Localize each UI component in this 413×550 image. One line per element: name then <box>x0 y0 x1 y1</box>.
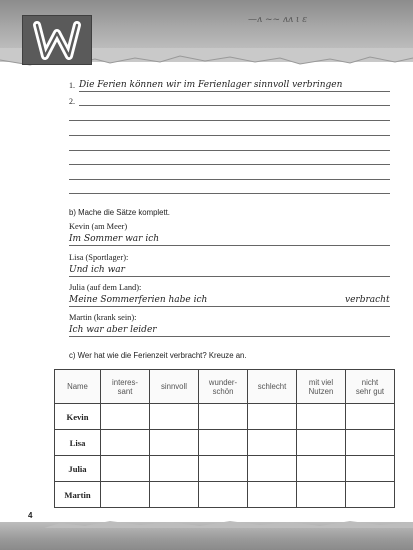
checkbox-cell[interactable] <box>199 404 248 430</box>
lisa-label: Lisa (Sportlager): <box>69 253 129 262</box>
checkbox-cell[interactable] <box>101 456 150 482</box>
julia-sentence-start: Meine Sommerferien habe ich <box>69 295 208 305</box>
kevin-writing-line[interactable] <box>69 245 390 246</box>
checkbox-cell[interactable] <box>297 430 346 456</box>
column-header-wunderschoen: wunder- schön <box>199 370 248 404</box>
table-row <box>55 430 395 456</box>
julia-writing-line[interactable] <box>69 306 390 307</box>
section-c-instruction: c) Wer hat wie die Ferienzeit verbracht? Kreuze an. <box>69 351 247 360</box>
checkbox-cell[interactable] <box>150 456 199 482</box>
checkbox-cell[interactable] <box>101 482 150 508</box>
checkbox-cell[interactable] <box>199 430 248 456</box>
lisa-sentence-start: Und ich war <box>69 265 125 275</box>
checkbox-cell[interactable] <box>346 456 395 482</box>
table-row <box>55 482 395 508</box>
writing-line-6[interactable] <box>69 164 390 165</box>
writing-line-4[interactable] <box>69 135 390 136</box>
julia-label: Julia (auf dem Land): <box>69 283 142 292</box>
column-header-nicht-sehr-gut: nicht sehr gut <box>346 370 395 404</box>
checkbox-cell[interactable] <box>248 404 297 430</box>
checkbox-cell[interactable] <box>346 404 395 430</box>
row-name-lisa: Lisa <box>55 430 101 456</box>
table-row <box>55 456 395 482</box>
column-header-sinnvoll: sinnvoll <box>150 370 199 404</box>
checkbox-cell[interactable] <box>150 404 199 430</box>
column-header-interessant: interes- sant <box>101 370 150 404</box>
line-number-2: 2. <box>69 97 75 106</box>
checkbox-cell[interactable] <box>297 456 346 482</box>
checkbox-cell[interactable] <box>346 430 395 456</box>
w-letter-icon <box>23 16 91 64</box>
table-header-row <box>55 370 395 404</box>
martin-sentence-start: Ich war aber leider <box>69 325 157 335</box>
writing-line-1[interactable] <box>79 91 390 92</box>
row-name-kevin: Kevin <box>55 404 101 430</box>
footer-torn-edge <box>0 516 413 528</box>
row-name-julia: Julia <box>55 456 101 482</box>
lisa-writing-line[interactable] <box>69 276 390 277</box>
section-b-instruction: b) Mache die Sätze komplett. <box>69 208 170 217</box>
writing-line-8[interactable] <box>69 193 390 194</box>
checkbox-cell[interactable] <box>101 404 150 430</box>
answer-line-1-text: Die Ferien können wir im Ferienlager sinnvoll verbringen <box>79 80 343 90</box>
kevin-label: Kevin (am Meer) <box>69 222 128 231</box>
checkbox-cell[interactable] <box>199 456 248 482</box>
line-number-1: 1. <box>69 81 75 90</box>
checkbox-cell[interactable] <box>248 482 297 508</box>
checkbox-cell[interactable] <box>248 456 297 482</box>
julia-sentence-end: verbracht <box>345 295 390 305</box>
martin-writing-line[interactable] <box>69 336 390 337</box>
checkbox-cell[interactable] <box>101 430 150 456</box>
checkbox-cell[interactable] <box>150 430 199 456</box>
page-number: 4 <box>28 511 33 520</box>
table-row <box>55 404 395 430</box>
row-name-martin: Martin <box>55 482 101 508</box>
column-header-mit-viel-nutzen: mit viel Nutzen <box>297 370 346 404</box>
writing-line-3[interactable] <box>69 120 390 121</box>
checkbox-cell[interactable] <box>297 482 346 508</box>
checkbox-cell[interactable] <box>346 482 395 508</box>
logo-w <box>22 15 92 65</box>
checkbox-cell[interactable] <box>248 430 297 456</box>
column-header-schlecht: schlecht <box>248 370 297 404</box>
checkbox-cell[interactable] <box>150 482 199 508</box>
martin-label: Martin (krank sein): <box>69 313 137 322</box>
writing-line-5[interactable] <box>69 150 390 151</box>
checkbox-cell[interactable] <box>297 404 346 430</box>
writing-line-7[interactable] <box>69 179 390 180</box>
writing-line-2[interactable] <box>79 105 390 106</box>
kevin-sentence-start: Im Sommer war ich <box>69 234 160 244</box>
column-header-name: Name <box>55 370 101 404</box>
checkbox-cell[interactable] <box>199 482 248 508</box>
header-scribble: —ʌ ~~ ʌʌ ι ε <box>248 15 308 25</box>
holiday-rating-table <box>54 369 395 508</box>
